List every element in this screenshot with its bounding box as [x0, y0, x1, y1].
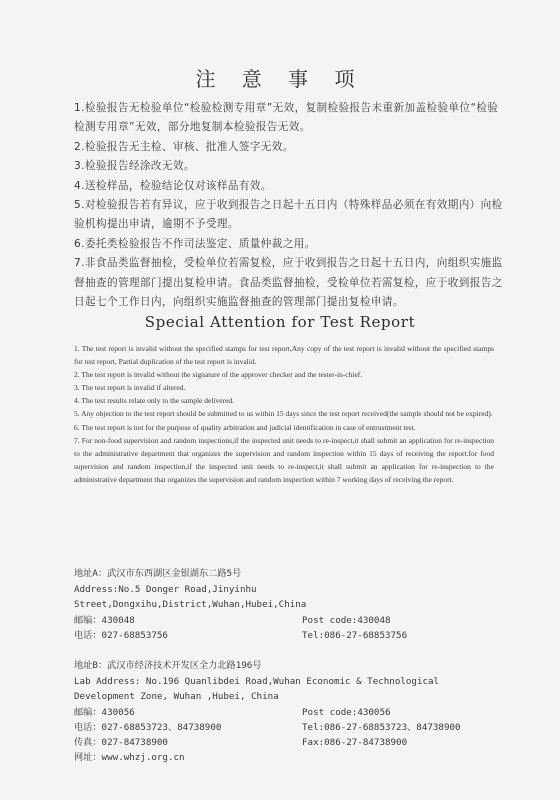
address-a-en-line1: Address:No.5 Donger Road,Jinyinhu	[74, 583, 257, 595]
address-b-block	[74, 658, 514, 765]
address-a-postcode-en: Post code:430048	[302, 614, 391, 626]
notice-title: 注 意 事 项	[195, 67, 365, 91]
address-b-phone-cn: 电话：027-68853723、84738900	[74, 721, 222, 733]
notice-item: 1.检验报告无检验单位“检验检测专用章”无效，复制检验报告未重新加盖检验单位“检验检测专用章”无效，部分地复制本检验报告无效。	[74, 102, 499, 134]
special-item: 6. The test report is not for the purpose of quality arbitration and judicial identification in case of entrustment test.	[74, 422, 416, 432]
address-b-postcode-en: Post code:430056	[302, 706, 391, 718]
special-item: 1. The test report is invalid without the specified stamps for test report,Any copy of the test report is invalid without the specified stamps for test report, Partial duplication of the test report is invalid.	[74, 344, 494, 367]
special-item: 2. The test report is invalid without the signature of the approver checker and the tester-in-chief.	[74, 370, 363, 380]
address-b-website: 网址：www.whzj.org.cn	[74, 751, 185, 763]
address-b-en-line2: Development Zone, Wuhan ,Hubei, China	[74, 691, 279, 702]
address-a-cn: 地址A：武汉市东西湖区金银湖东二路5号	[74, 568, 242, 579]
address-b-postcode-cn: 邮编：430056	[74, 706, 135, 718]
notice-item: 4.送检样品，检验结论仅对该样品有效。	[74, 179, 272, 192]
address-b-fax-en: Fax:086-27-84738900	[302, 736, 408, 748]
address-b-en-line1: Lab Address: No.196 Quanlibdei Road,Wuhan Economic & Technological	[74, 675, 440, 687]
address-a-block	[74, 566, 514, 643]
notice-item: 6.委托类检验报告不作司法鉴定、质量仲裁之用。	[74, 237, 316, 250]
address-b-phone-en: Tel:086-27-68853723、84738900	[302, 721, 461, 733]
notice-item: 2.检验报告无主检、审核、批准人签字无效。	[74, 140, 294, 153]
address-b-fax-cn: 传真：027-84738900	[74, 736, 168, 748]
special-attention-title: Special Attention for Test Report	[144, 313, 416, 331]
address-a-postcode-cn: 邮编：430048	[74, 614, 135, 626]
notice-item: 7.非食品类监督抽检，受检单位若需复检，应于收到报告之日起十五日内，向组织实施监督抽查的管理部门提出复检申请。食品类监督抽检，受检单位若需复检，应于收到报告之日起七个工作日内，向组织实施监督抽查的管理部门提出复检申请。	[74, 257, 503, 309]
special-item: 5. Any objection to the test report should be submitted to us within 15 days since the test report received(the sample should not be expired).	[74, 409, 493, 419]
address-a-en-line2: Street,Dongxihu,District,Wuhan,Hubei,China	[74, 599, 307, 610]
notice-item: 3.检验报告经涂改无效。	[74, 160, 195, 173]
special-item: 3. The test report is invalid if altered.	[74, 383, 186, 393]
special-item: 4. The test results relate only to the sample delivered.	[74, 396, 235, 406]
address-a-phone-cn: 电话：027-68853756	[74, 629, 168, 641]
address-b-cn: 地址B：武汉市经济技术开发区全力北路196号	[74, 660, 262, 671]
special-attention-list	[74, 342, 494, 486]
notice-list	[74, 99, 504, 312]
special-item: 7. For non-food supervision and random inspections,if the inspected unit needs to re-inspect,it shall submit an application for re-inspection to the administrative department that organizes the supervision and random inspection within 15 days of receiving the report.for food supervision and random inspection,if the inspected unit needs to re-inspect,it shall submit an application for re-inspection to the administrative department that organizes the supervision and random inspection within 7 working days of receiving the report.	[74, 435, 494, 484]
address-a-phone-en: Tel:086-27-68853756	[302, 629, 408, 641]
notice-item: 5.对检验报告若有异议，应于收到报告之日起十五日内（特殊样品必须在有效期内）向检验机构提出申请，逾期不予受理。	[74, 199, 503, 231]
